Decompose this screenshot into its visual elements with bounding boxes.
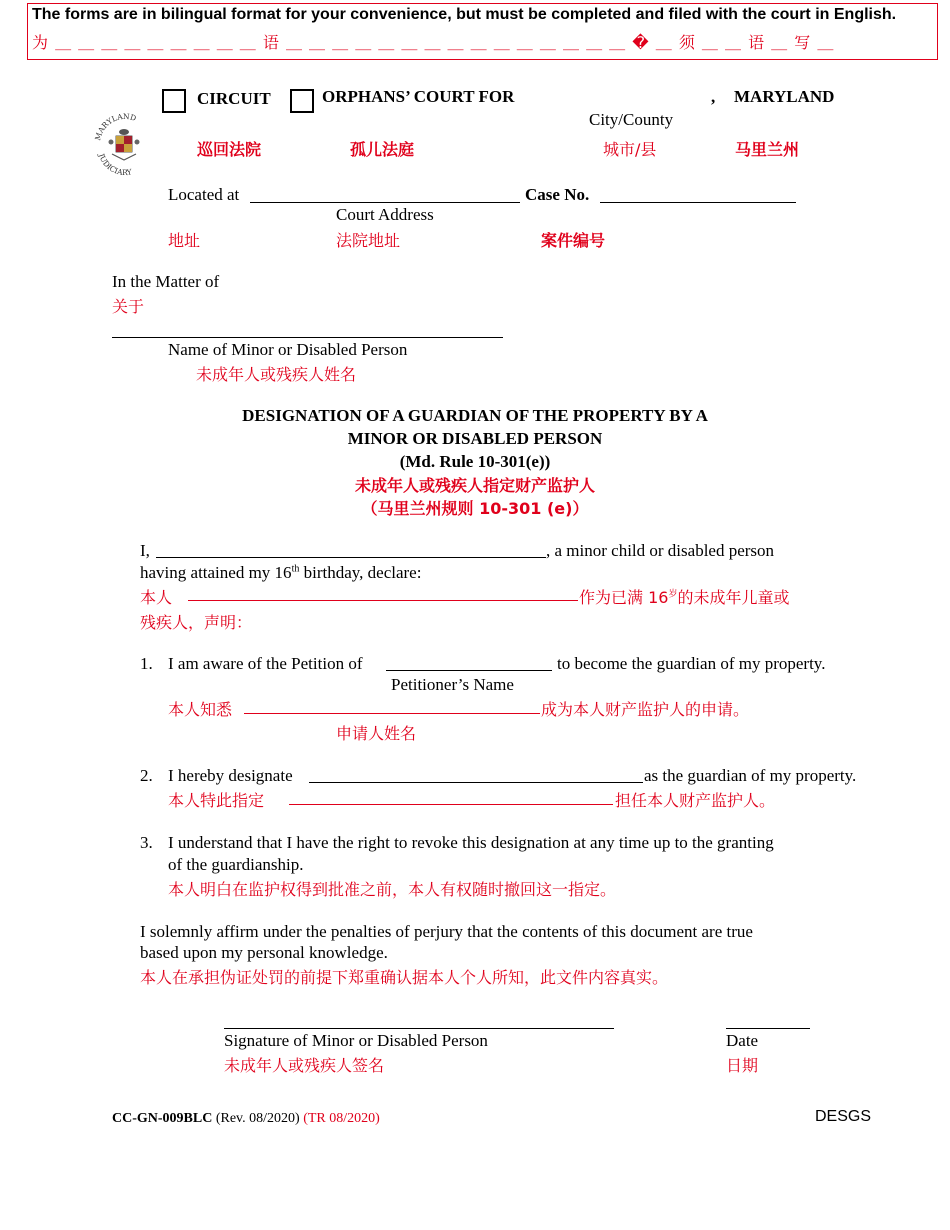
case-number-field[interactable] xyxy=(600,202,796,203)
petitioner-name-field[interactable] xyxy=(386,670,552,671)
item2-post: as the guardian of my property. xyxy=(644,766,857,785)
in-the-matter-label: In the Matter of xyxy=(112,272,220,291)
seal-icon xyxy=(92,108,158,180)
affirm-cn: 本人在承担伪证处罚的前提下郑重确认据本人个人所知，此文件内容真实。 xyxy=(140,968,669,987)
maryland-label: MARYLAND xyxy=(734,87,835,106)
maryland-judiciary-seal xyxy=(92,108,158,180)
item3-number: 3. xyxy=(140,833,153,852)
circuit-label-cn: 巡回法院 xyxy=(197,140,262,159)
item1-number: 1. xyxy=(140,654,153,673)
court-address-field[interactable] xyxy=(250,202,520,203)
item2-number: 2. xyxy=(140,766,153,785)
date-field[interactable] xyxy=(726,1028,810,1029)
banner-english-text: The forms are in bilingual format for your convenience, but must be completed and filed with the court in English. xyxy=(32,6,897,23)
court-address-label: Court Address xyxy=(336,205,434,224)
case-no-label-cn: 案件编号 xyxy=(541,231,606,250)
maryland-label-cn: 马里兰州 xyxy=(735,140,800,159)
seal-top-text: MARYLAND xyxy=(93,111,138,142)
in-the-matter-label-cn: 关于 xyxy=(112,297,145,316)
bilingual-notice-banner xyxy=(27,3,938,60)
item1-cn-pre: 本人知悉 xyxy=(168,700,233,719)
petitioner-name-label-cn: 申请人姓名 xyxy=(336,724,417,743)
declare-cn-sup: 岁 xyxy=(668,589,678,600)
declare-cn-post2: 的未成年儿童或 xyxy=(677,588,790,607)
declarant-name-field-cn[interactable] xyxy=(188,600,578,601)
item1-post: to become the guardian of my property. xyxy=(557,654,826,673)
form-revision: (Rev. 08/2020) xyxy=(212,1111,304,1126)
item2-pre: I hereby designate xyxy=(168,766,293,785)
item1-pre: I am aware of the Petition of xyxy=(168,654,363,673)
orphans-court-checkbox[interactable] xyxy=(290,89,314,113)
city-county-label: City/County xyxy=(589,110,674,129)
date-label-cn: 日期 xyxy=(726,1056,759,1075)
case-no-label: Case No. xyxy=(525,185,590,204)
city-county-label-cn: 城市/县 xyxy=(603,140,657,159)
petitioner-name-label: Petitioner’s Name xyxy=(391,675,514,694)
declare-cn-post xyxy=(579,585,789,608)
signature-label: Signature of Minor or Disabled Person xyxy=(224,1031,488,1050)
seal-bottom-text: JUDICIARY xyxy=(96,152,133,178)
translation-revision: (TR 08/2020) xyxy=(303,1111,380,1126)
form-title-cn: 未成年人或残疾人指定财产监护人 xyxy=(354,476,595,495)
circuit-label: CIRCUIT xyxy=(197,89,271,108)
item1-cn-post: 成为本人财产监护人的申请。 xyxy=(541,700,750,719)
declare-cn-post-text: 作为已满 16 xyxy=(579,588,669,607)
declare-cn-line2: 残疾人，声明： xyxy=(140,613,253,632)
declare-cn-pre: 本人 xyxy=(140,588,173,607)
date-label: Date xyxy=(726,1031,759,1050)
form-title-line2: MINOR OR DISABLED PERSON xyxy=(347,429,603,448)
located-at-label: Located at xyxy=(168,185,240,204)
affirm-line1: I solemnly affirm under the penalties of perjury that the contents of this document are true xyxy=(140,922,753,941)
minor-name-field[interactable] xyxy=(112,337,503,338)
banner-chinese-text: 为 ＿ ＿ ＿ ＿ ＿ ＿ ＿ ＿ ＿ 语 ＿ ＿ ＿ ＿ ＿ ＿ ＿ ＿ ＿ ＿ ＿ ＿ ＿ ＿ ＿ � ＿ 须 ＿ ＿ 语 ＿ 写 ＿ xyxy=(32,33,835,52)
declarant-name-field[interactable] xyxy=(156,557,546,558)
minor-name-label: Name of Minor or Disabled Person xyxy=(168,340,408,359)
attained-post: birthday, declare: xyxy=(299,563,422,582)
minor-name-label-cn: 未成年人或残疾人姓名 xyxy=(196,365,357,384)
attained-text xyxy=(140,563,421,583)
minor-child-text: , a minor child or disabled person xyxy=(546,541,775,560)
form-title-rule-cn: （马里兰州规则 10-301 (e)） xyxy=(361,499,589,518)
located-at-label-cn: 地址 xyxy=(168,231,201,250)
designated-guardian-field-cn[interactable] xyxy=(289,804,613,805)
footer-form-info xyxy=(112,1111,380,1127)
petitioner-name-field-cn[interactable] xyxy=(244,713,540,714)
item2-cn-post: 担任本人财产监护人。 xyxy=(615,791,776,810)
circuit-checkbox[interactable] xyxy=(162,89,186,113)
designated-guardian-field[interactable] xyxy=(309,782,643,783)
attained-pre: having attained my 16 xyxy=(140,563,292,582)
declare-i-label: I, xyxy=(140,541,150,560)
item3-line1: I understand that I have the right to revoke this designation at any time up to the granting xyxy=(168,833,774,852)
item3-cn: 本人明白在监护权得到批准之前，本人有权随时撤回这一指定。 xyxy=(168,880,617,899)
orphans-court-label: ORPHANS’ COURT FOR xyxy=(322,87,515,106)
orphans-court-label-cn: 孤儿法庭 xyxy=(350,140,415,159)
item3-line2: of the guardianship. xyxy=(168,855,304,874)
form-title-rule: (Md. Rule 10-301(e)) xyxy=(399,452,551,471)
form-title-line1: DESIGNATION OF A GUARDIAN OF THE PROPERTY BY A xyxy=(242,406,708,425)
court-address-label-cn: 法院地址 xyxy=(336,231,401,250)
header-comma: , xyxy=(711,87,716,106)
affirm-line2: based upon my personal knowledge. xyxy=(140,943,388,962)
form-code: DESGS xyxy=(815,1108,872,1125)
signature-label-cn: 未成年人或残疾人签名 xyxy=(224,1056,385,1075)
signature-field[interactable] xyxy=(224,1028,614,1029)
form-number: CC-GN-009BLC xyxy=(112,1111,213,1126)
item2-cn-pre: 本人特此指定 xyxy=(168,791,265,810)
attained-sup: th xyxy=(291,563,300,575)
